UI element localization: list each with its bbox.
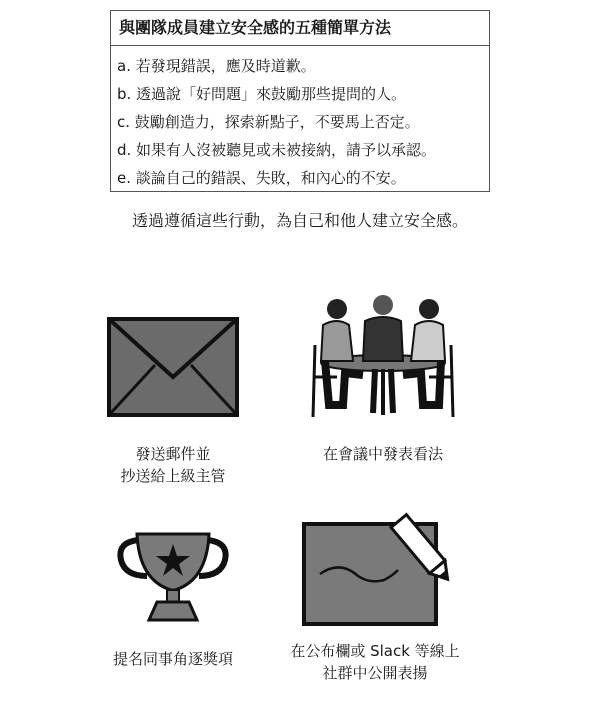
tip-item-d: d. 如果有人沒被聽見或未被接納，請予以承認。 xyxy=(117,141,437,159)
caption-line: 發送郵件並 xyxy=(135,445,211,463)
tip-item-b: b. 透過說「好問題」來鼓勵那些提問的人。 xyxy=(117,85,407,103)
trophy-icon xyxy=(113,530,233,626)
post-board-icon xyxy=(300,510,450,626)
caption-line: 在公布欄或 Slack 等線上 xyxy=(290,642,460,660)
caption-line: 在會議中發表看法 xyxy=(322,445,443,463)
action-meeting xyxy=(258,295,508,465)
tip-item-e: e. 談論自己的錯誤、失敗，和內心的不安。 xyxy=(117,169,406,187)
tips-panel xyxy=(110,10,490,192)
panel-title: 與團隊成員建立安全感的五種簡單方法 xyxy=(111,11,489,46)
action-public-praise xyxy=(250,510,500,684)
envelope-icon xyxy=(103,315,243,419)
caption-line: 抄送給上級主管 xyxy=(120,467,226,485)
meeting-icon xyxy=(293,295,473,425)
action-public-praise-caption xyxy=(250,640,500,684)
summary-text: 透過遵循這些行動，為自己和他人建立安全感。 xyxy=(131,211,468,230)
tip-item-a: a. 若發現錯誤，應及時道歉。 xyxy=(117,57,316,75)
tip-item-c: c. 鼓勵創造力，探索新點子，不要馬上否定。 xyxy=(117,113,420,131)
action-meeting-caption xyxy=(258,443,508,465)
caption-line: 提名同事角逐獎項 xyxy=(112,650,233,668)
tips-list xyxy=(111,46,489,192)
caption-line: 社群中公開表揚 xyxy=(322,664,428,682)
